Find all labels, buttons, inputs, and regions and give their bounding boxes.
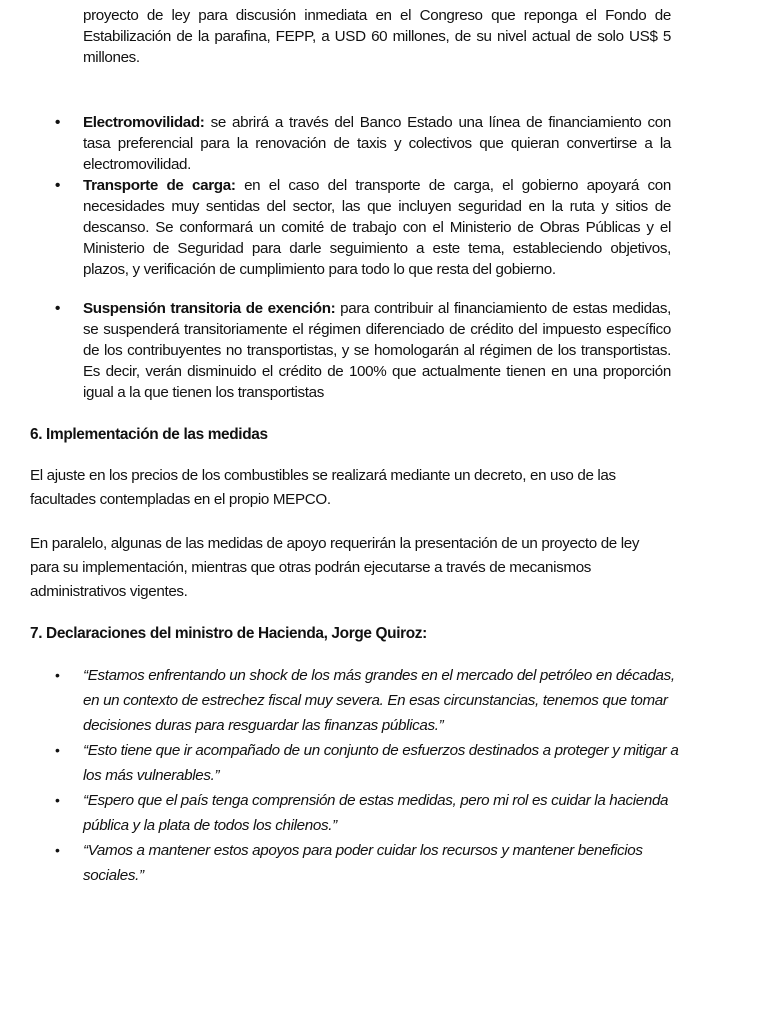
quote-item [0, 838, 683, 888]
minister-quotes-list [0, 663, 767, 888]
bullet-icon: • [55, 742, 60, 758]
quote-text: “Estamos enfrentando un shock de los más grandes en el mercado del petróleo en décadas, en un contexto de estrechez fiscal muy severa. En esas circunstancias, tenemos que tomar decisiones duras para resguardar las finanzas públicas.” [83, 667, 675, 734]
measure-title: Transporte de carga: [83, 177, 236, 194]
measure-title: Suspensión transitoria de exención: [83, 300, 336, 317]
measure-item-suspension-exencion [0, 298, 671, 403]
bullet-icon: • [55, 667, 60, 683]
bullet-icon: • [55, 114, 60, 131]
measure-item-electromovilidad [0, 112, 671, 175]
measure-title: Electromovilidad: [83, 114, 205, 131]
bullet-icon: • [55, 842, 60, 858]
continuation-paragraph: proyecto de ley para discusión inmediata en el Congreso que reponga el Fondo de Estabilización de la parafina, FEPP, a USD 60 millones, de su nivel actual de solo US$ 5 millones. [83, 7, 671, 66]
measure-text: se abrirá a través del Banco Estado una línea de financiamiento con tasa preferencial para la renovación de taxis y colectivos que quieran convertirse a la electromovilidad. [83, 114, 671, 173]
measure-text: para contribuir al financiamiento de estas medidas, se suspenderá transitoriamente el régimen diferenciado de crédito del impuesto específico de los contribuyentes no transportistas, y se homologarán al régimen de los transportistas. Es decir, verán disminuido el crédito de 100% que actualmente tienen en una proporción igual a la que tienen los transportistas [83, 300, 671, 401]
section-6-paragraph-2: En paralelo, algunas de las medidas de apoyo requerirán la presentación de un proyecto de ley para su implementación, mientras que otras podrán ejecutarse a través de mecanismos administrativos vigentes. [30, 535, 640, 600]
quote-text: “Vamos a mantener estos apoyos para poder cuidar los recursos y mantener beneficios sociales.” [83, 842, 643, 884]
quote-text: “Esto tiene que ir acompañado de un conjunto de esfuerzos destinados a proteger y mitigar a los más vulnerables.” [83, 742, 679, 784]
measure-text: en el caso del transporte de carga, el gobierno apoyará con necesidades muy sentidas del sector, las que incluyen seguridad en la ruta y sitios de descanso. Se conformará un comité de trabajo con el Ministerio de Obras Públicas y el Ministerio de Seguridad para darle seguimiento a este tema, estableciendo objetivos, plazos, y verificación de cumplimiento para todo lo que resta del gobierno. [83, 177, 671, 278]
bullet-icon: • [55, 792, 60, 808]
quote-item [0, 738, 683, 788]
section-6-heading: 6. Implementación de las medidas [30, 426, 268, 443]
bullet-icon: • [55, 177, 60, 194]
section-7-heading: 7. Declaraciones del ministro de Hacienda, Jorge Quiroz: [30, 625, 427, 642]
measures-list [0, 112, 767, 403]
quote-item [0, 788, 683, 838]
quote-text: “Espero que el país tenga comprensión de estas medidas, pero mi rol es cuidar la hacienda pública y la plata de todos los chilenos.” [83, 792, 669, 834]
section-6-paragraph-1: El ajuste en los precios de los combustibles se realizará mediante un decreto, en uso de las facultades contempladas en el propio MEPCO. [30, 467, 616, 508]
quote-item [0, 663, 683, 738]
bullet-icon: • [55, 300, 60, 317]
measure-item-transporte-carga [0, 175, 671, 280]
